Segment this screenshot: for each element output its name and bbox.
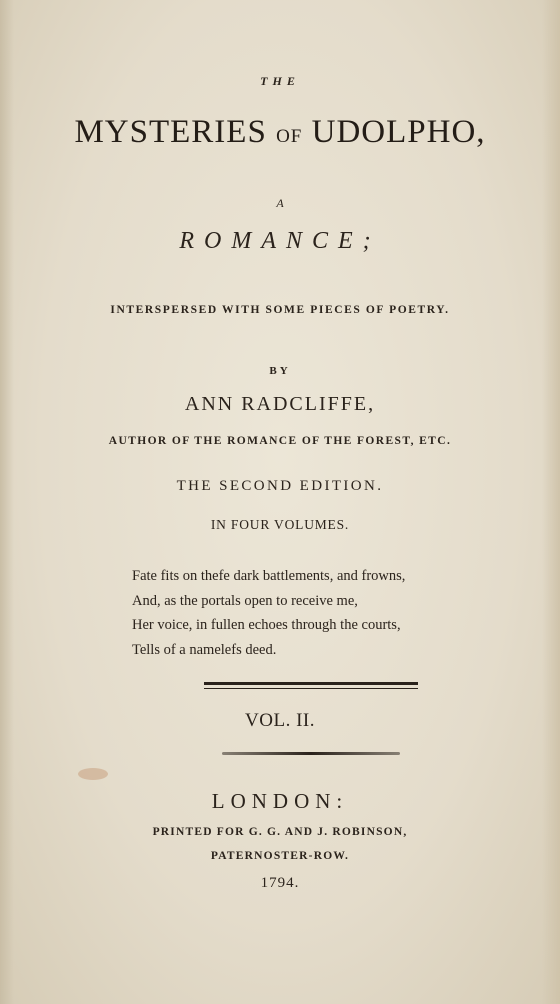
- epigraph-line: Tells of a namelefs deed.: [132, 641, 277, 658]
- author-credit: AUTHOR OF THE ROMANCE OF THE FOREST, ETC.: [108, 435, 452, 447]
- double-rule-thick: [204, 682, 418, 685]
- author-name: ANN RADCLIFFE,: [184, 393, 376, 415]
- book-title-part1: MYSTERIES: [74, 114, 277, 150]
- title-article: THE: [260, 74, 300, 88]
- imprint-city: LONDON:: [211, 789, 349, 813]
- volumes-line: IN FOUR VOLUMES.: [210, 517, 350, 532]
- ornamental-rule: [222, 752, 400, 755]
- article-a: A: [276, 196, 284, 210]
- book-title: [0, 114, 560, 151]
- imprint-printer: PRINTED FOR G. G. AND J. ROBINSON,: [152, 826, 408, 838]
- book-title-of: OF: [276, 126, 303, 147]
- paper-stain: [78, 768, 108, 780]
- imprint-address: PATERNOSTER-ROW.: [210, 850, 350, 862]
- imprint-year: 1794.: [260, 875, 300, 891]
- volume-number: VOL. II.: [245, 710, 315, 731]
- subtitle-line: INTERSPERSED WITH SOME PIECES OF POETRY.: [110, 304, 450, 316]
- by-line: BY: [269, 365, 291, 377]
- double-rule-thin: [204, 688, 418, 689]
- epigraph-line: And, as the portals open to receive me,: [132, 592, 358, 609]
- epigraph: [132, 564, 512, 662]
- epigraph-line: Fate fits on thefe dark battlements, and frowns,: [132, 568, 406, 584]
- edition-line: THE SECOND EDITION.: [176, 478, 384, 494]
- epigraph-line: Her voice, in fullen echoes through the courts,: [132, 617, 401, 633]
- genre-line: ROMANCE;: [179, 228, 381, 254]
- book-title-part2: UDOLPHO,: [302, 114, 486, 150]
